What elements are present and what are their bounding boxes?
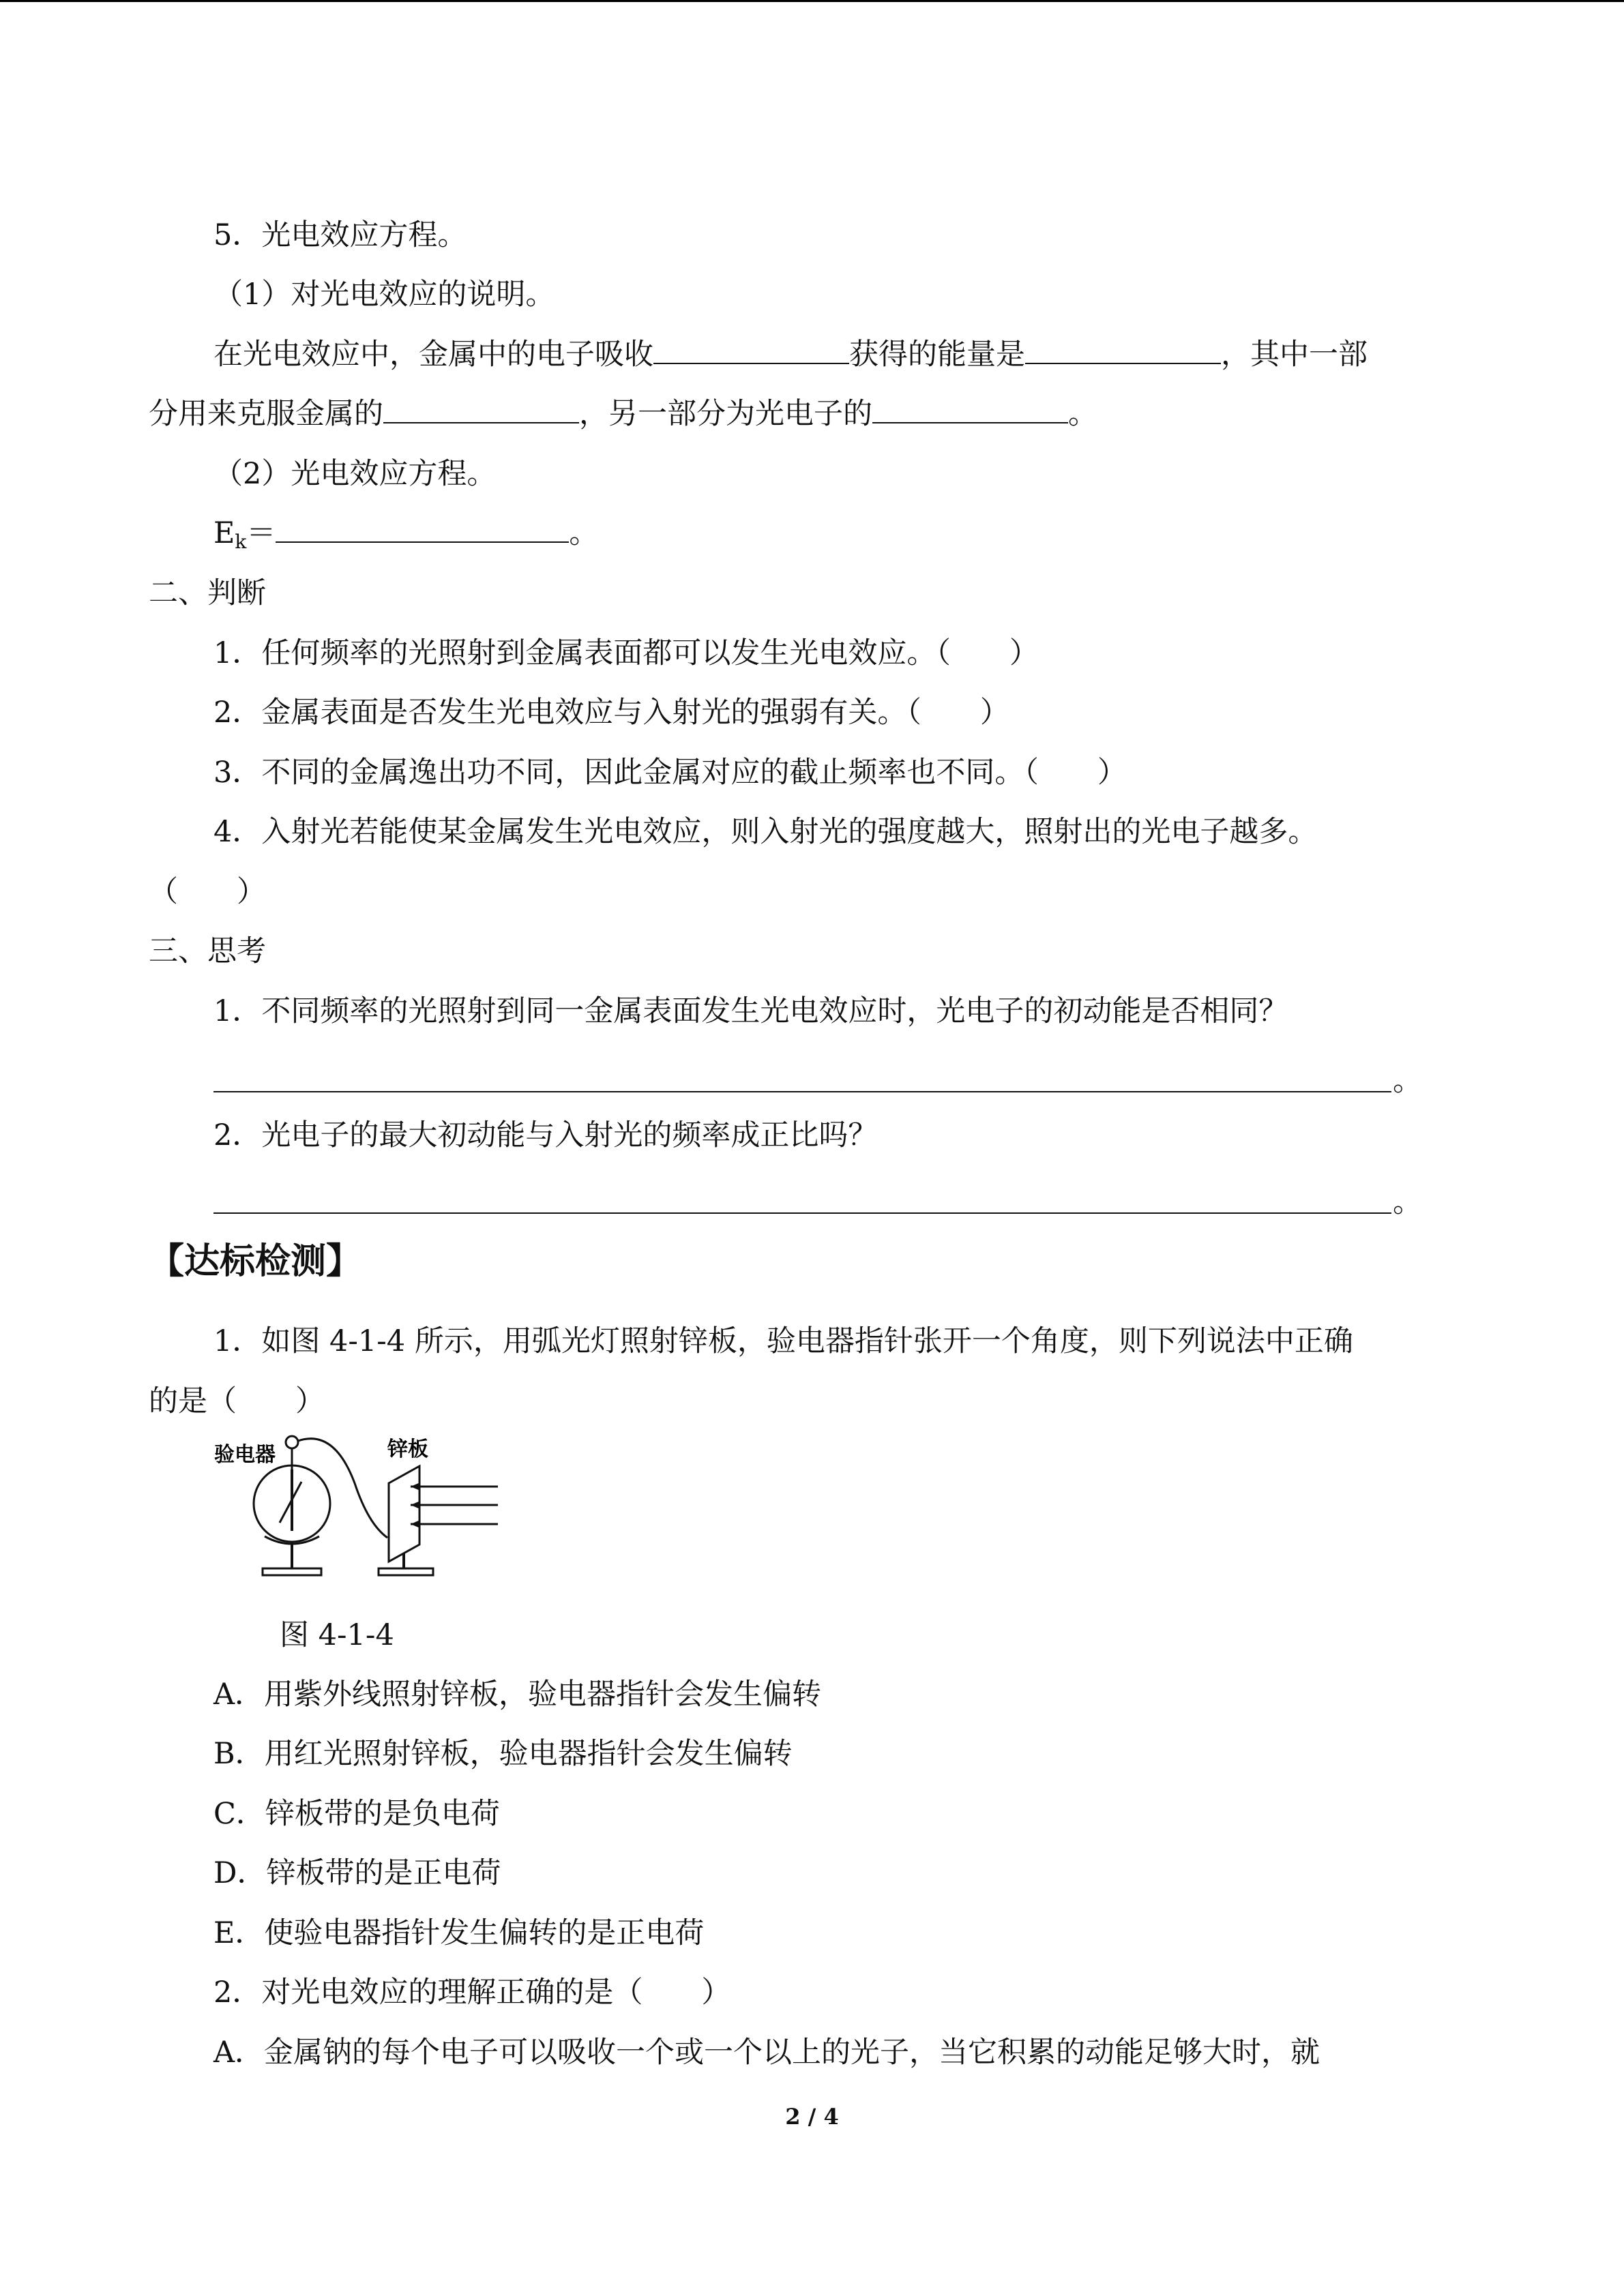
figure-svg xyxy=(205,1422,525,1592)
sec5-p2c: 。 xyxy=(1068,397,1097,431)
think-q1: 1．不同频率的光照射到同一金属表面发生光电效应时，光电子的初动能是否相同？ xyxy=(213,994,1288,1028)
ek-E: E xyxy=(213,516,235,550)
zinc-base xyxy=(379,1568,433,1575)
zinc-plate xyxy=(389,1466,419,1562)
fig-label-electroscope: 验电器 xyxy=(214,1443,276,1467)
check-q1b: 的是（ ） xyxy=(149,1384,325,1418)
sec5-sub1: （1）对光电效应的说明。 xyxy=(213,278,555,312)
sec5-p1c: ，其中一部 xyxy=(1221,338,1368,372)
sec5-title: 5．光电效应方程。 xyxy=(213,218,467,252)
figure-electroscope xyxy=(205,1422,525,1592)
judge-item-4: 4．入射光若能使某金属发生光电效应，则入射光的强度越大，照射出的光电子越多。 xyxy=(213,815,1318,849)
option-b: B．用红光照射锌板，验电器指针会发生偏转 xyxy=(213,1737,793,1771)
ray-arrow-2 xyxy=(411,1501,420,1509)
blank-energy[interactable] xyxy=(1025,334,1221,364)
check-heading: 【达标检测】 xyxy=(149,1240,362,1282)
connecting-wire xyxy=(298,1439,387,1538)
ek-eq: ＝ xyxy=(246,516,276,550)
page-number: 2 / 4 xyxy=(785,2104,839,2130)
sec5-sub2: （2）光电效应方程。 xyxy=(213,457,497,491)
check-q2: 2．对光电效应的理解正确的是（ ） xyxy=(213,1976,731,2010)
check-q1a: 1．如图 4-1-4 所示，用弧光灯照射锌板，验电器指针张开一个角度，则下列说法中正确 xyxy=(213,1324,1353,1358)
fig-label-zinc: 锌板 xyxy=(387,1437,428,1461)
ray-arrow-3 xyxy=(411,1520,420,1528)
figure-caption: 图 4-1-4 xyxy=(280,1618,394,1652)
judge-item-3: 3．不同的金属逸出功不同，因此金属对应的截止频率也不同。（ ） xyxy=(213,756,1127,790)
answer-line-2[interactable] xyxy=(213,1212,1391,1214)
think-q2: 2．光电子的最大初动能与入射光的频率成正比吗？ xyxy=(213,1118,878,1152)
sec5-p1b: 获得的能量是 xyxy=(849,338,1025,372)
answer-end-1: 。 xyxy=(1393,1064,1422,1098)
electroscope-knob xyxy=(286,1436,298,1448)
option-c: C．锌板带的是负电荷 xyxy=(213,1797,500,1831)
blank-photoelectron[interactable] xyxy=(872,393,1068,423)
think-heading: 三、思考 xyxy=(149,934,266,968)
option-e: E．使验电器指针发生偏转的是正电荷 xyxy=(213,1916,705,1950)
ek-equation xyxy=(213,513,598,557)
blank-overcome[interactable] xyxy=(383,393,579,423)
answer-end-2: 。 xyxy=(1393,1185,1422,1219)
blank-ek[interactable] xyxy=(276,513,569,543)
ek-end: 。 xyxy=(569,516,599,550)
judge-heading: 二、判断 xyxy=(149,576,266,610)
electroscope-base xyxy=(263,1568,321,1575)
sec5-p2a: 分用来克服金属的 xyxy=(149,397,383,431)
check-q2-option-a: A．金属钠的每个电子可以吸收一个或一个以上的光子，当它积累的动能足够大时，就 xyxy=(213,2036,1320,2070)
option-d: D．锌板带的是正电荷 xyxy=(213,1856,501,1890)
sec5-para2 xyxy=(149,393,1097,434)
ek-subscript: k xyxy=(235,531,247,553)
judge-item-1: 1．任何频率的光照射到金属表面都可以发生光电效应。（ ） xyxy=(213,636,1039,670)
judge-item-2: 2．金属表面是否发生光电效应与入射光的强弱有关。（ ） xyxy=(213,696,1009,730)
option-a: A．用紫外线照射锌板，验电器指针会发生偏转 xyxy=(213,1678,822,1712)
sec5-p1a: 在光电效应中，金属中的电子吸收 xyxy=(213,338,653,372)
sec5-para1 xyxy=(213,334,1368,375)
top-border xyxy=(0,0,1624,2)
sec5-p2b: ，另一部分为光电子的 xyxy=(579,397,872,431)
blank-absorb[interactable] xyxy=(653,334,849,364)
judge-item-4-cont: （ ） xyxy=(149,875,266,909)
ray-arrow-1 xyxy=(411,1482,420,1491)
answer-line-1[interactable] xyxy=(213,1091,1391,1092)
